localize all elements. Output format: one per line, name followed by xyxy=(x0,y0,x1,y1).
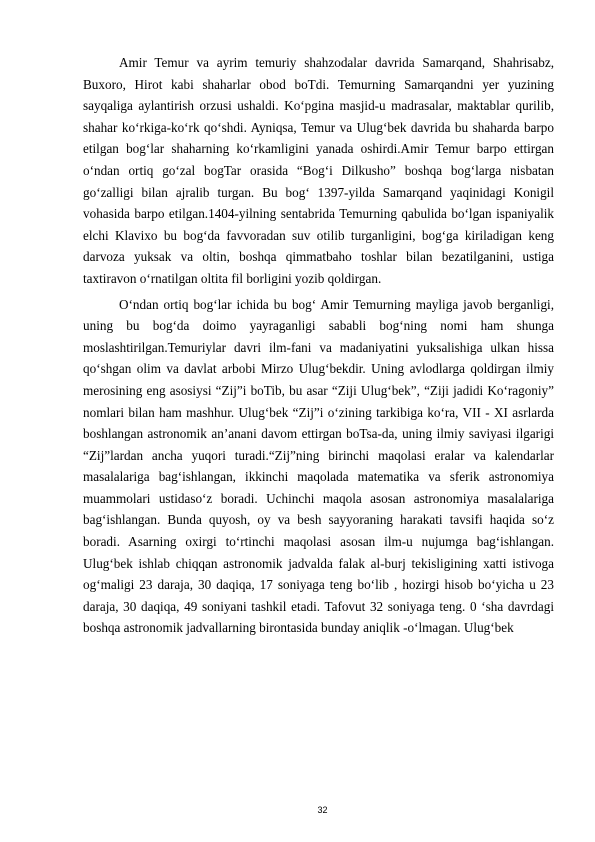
page-number: 32 xyxy=(317,805,328,815)
paragraph-1: Amir Temur va ayrim temuriy shahzodalar davrida Samarqand, Shahrisabz, Buxoro, Hirot kabi shaharlar obod boTdi. Temurning Samarqandni yer yuzining sayqaliga aylantirish orzusi ushaldi. Ko‘pgina masjid-u madrasalar, maktablar qurilib, shahar ko‘rkiga-ko‘rk qo‘shdi. Ayniqsa, Temur va Ulug‘bek davrida bu shaharda barpo etilgan bog‘lar shaharning ko‘rkamligini yanada oshirdi.Amir Temur barpo ettirgan o‘ndan ortiq go‘zal bogTar orasida “Bog‘i Dilkusho” boshqa bog‘larga nisbatan go‘zalligi bilan ajralib turgan. Bu bog‘ 1397-yilda Samarqand yaqinidagi Konigil vohasida barpo etilgan.1404-yilning sentabrida Temurning qabulida bo‘lgan ispaniyalik elchi Klavixo bu bog‘da favvoradan suv otilib turganligini, bog‘ga kiriladigan keng darvoza yuksak va oltin, boshqa qimmatbaho toshlar bilan bezatilganini, ustiga taxtiravon o‘rnatilgan oltita fil borligini yozib qoldirgan. xyxy=(83,55,554,286)
paragraph-2: O‘ndan ortiq bog‘lar ichida bu bog‘ Amir Temurning mayliga javob berganligi, uning bu bog‘da doimo yayraganligi sababli bog‘ning nomi ham shunga moslashtirilgan.Temuriylar davri ilm-fani va madaniyatini yuksalishiga ulkan hissa qo‘shgan olim va davlat arbobi Mirzo Ulug‘bekdir. Uning avlodlarga qoldirgan ilmiy merosining eng asosiysi “Zij”i boTib, bu asar “Ziji Ulug‘bek”, “Ziji jadidi Ko‘ragoniy” nomlari bilan ham mashhur. Ulug‘bek “Zij”i o‘zining tarkibiga ko‘ra, VII - XI asrlarda boshlangan astronomik an’anani davom ettirgan boTsa-da, uning ilmiy saviyasi ilgarigi “Zij”lardan ancha yuqori turadi.“Zij”ning birinchi maqolasi eralar va kalendarlar masalalariga bag‘ishlangan, ikkinchi maqolada matematika va sferik astronomiya muammolari ustidaso‘z boradi. Uchinchi maqola asosan astronomiya masalalariga bag‘ishlangan. Bunda quyosh, oy va besh sayyoraning harakati tavsifi haqida so‘z boradi. Asarning oxirgi to‘rtinchi maqolasi asosan ilm-u nujumga bag‘ishlangan. Ulug‘bek ishlab chiqqan astronomik jadvalda falak al-burj tekisligining xatti istivoga og‘maligi 23 daraja, 30 daqiqa, 17 soniyaga teng bo‘lib , hozirgi hisob bo‘yicha u 23 daraja, 30 daqiqa, 49 soniyani tashkil etadi. Tafovut 32 soniyaga teng. 0 ‘sha davrdagi boshqa astronomik jadvallarning birontasida bunday aniqlik -o‘lmagan. Ulug‘bek xyxy=(83,296,554,636)
body-text xyxy=(83,52,554,639)
